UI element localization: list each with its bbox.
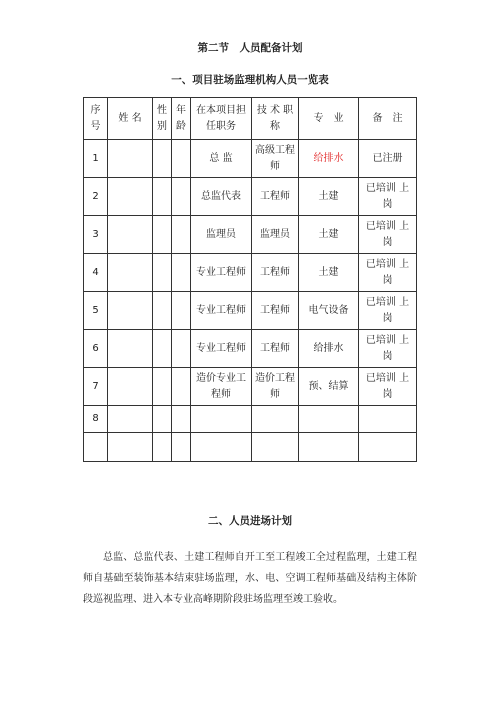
table-row: [84, 178, 417, 216]
cell-position: 造价专业工程师: [191, 368, 252, 406]
cell-name: [108, 368, 153, 406]
cell-age: [172, 433, 191, 462]
cell-remark: 已培训 上岗: [359, 330, 417, 368]
cell-no: 7: [84, 368, 108, 406]
cell-no: 8: [84, 406, 108, 433]
cell-name: [108, 140, 153, 178]
cell-name: [108, 330, 153, 368]
table-row: [84, 254, 417, 292]
cell-title: 工程师: [252, 330, 299, 368]
cell-major: 电气设备: [299, 292, 359, 330]
cell-no: [84, 433, 108, 462]
header-gender: 性别: [153, 98, 172, 140]
cell-gender: [153, 406, 172, 433]
cell-gender: [153, 292, 172, 330]
cell-major: 预、结算: [299, 368, 359, 406]
header-remark: 备 注: [359, 98, 417, 140]
cell-position: 专业工程师: [191, 330, 252, 368]
cell-name: [108, 406, 153, 433]
cell-age: [172, 330, 191, 368]
cell-title: [252, 406, 299, 433]
staff-table: [83, 97, 417, 462]
cell-position: [191, 406, 252, 433]
cell-remark: 已培训 上岗: [359, 254, 417, 292]
cell-title: 工程师: [252, 292, 299, 330]
cell-age: [172, 292, 191, 330]
cell-remark: 已培训 上岗: [359, 368, 417, 406]
cell-no: 6: [84, 330, 108, 368]
table-row: [84, 216, 417, 254]
cell-no: 1: [84, 140, 108, 178]
plan-title: 二、人员进场计划: [208, 515, 292, 527]
section-title: 第二节 人员配备计划: [197, 42, 303, 54]
header-name: 姓 名: [108, 98, 153, 140]
cell-title: 高级工程师: [252, 140, 299, 178]
cell-remark: [359, 433, 417, 462]
table-row: [84, 368, 417, 406]
cell-gender: [153, 178, 172, 216]
header-no: 序号: [84, 98, 108, 140]
cell-major: 土建: [299, 178, 359, 216]
cell-name: [108, 254, 153, 292]
cell-name: [108, 292, 153, 330]
cell-major: 给排水: [299, 140, 359, 178]
table-row: [84, 140, 417, 178]
cell-no: 5: [84, 292, 108, 330]
header-age: 年龄: [172, 98, 191, 140]
cell-gender: [153, 140, 172, 178]
cell-age: [172, 178, 191, 216]
header-position: 在本项目担任职务: [191, 98, 252, 140]
cell-remark: 已培训 上岗: [359, 178, 417, 216]
cell-age: [172, 254, 191, 292]
cell-gender: [153, 216, 172, 254]
cell-age: [172, 406, 191, 433]
table-row: [84, 433, 417, 462]
cell-age: [172, 140, 191, 178]
cell-remark: [359, 406, 417, 433]
cell-no: 2: [84, 178, 108, 216]
cell-age: [172, 216, 191, 254]
cell-major: [299, 433, 359, 462]
cell-no: 4: [84, 254, 108, 292]
cell-position: 监理员: [191, 216, 252, 254]
cell-gender: [153, 330, 172, 368]
cell-title: 工程师: [252, 178, 299, 216]
cell-name: [108, 178, 153, 216]
cell-position: [191, 433, 252, 462]
cell-title: 造价工程师: [252, 368, 299, 406]
table-row: [84, 292, 417, 330]
cell-gender: [153, 368, 172, 406]
cell-remark: 已注册: [359, 140, 417, 178]
cell-major: [299, 406, 359, 433]
cell-position: 总 监: [191, 140, 252, 178]
cell-major: 给排水: [299, 330, 359, 368]
table-title: 一、项目驻场监理机构人员一览表: [171, 74, 329, 86]
table-row: [84, 406, 417, 433]
cell-major: 土建: [299, 216, 359, 254]
table-header-row: [84, 98, 417, 140]
cell-age: [172, 368, 191, 406]
cell-remark: 已培训 上岗: [359, 216, 417, 254]
cell-position: 专业工程师: [191, 254, 252, 292]
cell-major: 土建: [299, 254, 359, 292]
header-title: 技 术 职 称: [252, 98, 299, 140]
cell-name: [108, 433, 153, 462]
cell-title: 监理员: [252, 216, 299, 254]
cell-remark: 已培训 上岗: [359, 292, 417, 330]
table-row: [84, 330, 417, 368]
cell-title: [252, 433, 299, 462]
plan-paragraph: 总监、总监代表、土建工程师自开工至工程竣工全过程监理，土建工程师自基础至装饰基本结束驻场监理，水、电、空调工程师基础及结构主体阶段巡视监理、进入本专业高峰期阶段驻场监理至竣工验收。: [83, 552, 417, 605]
cell-no: 3: [84, 216, 108, 254]
cell-position: 专业工程师: [191, 292, 252, 330]
cell-gender: [153, 254, 172, 292]
cell-title: 工程师: [252, 254, 299, 292]
cell-gender: [153, 433, 172, 462]
header-major: 专 业: [299, 98, 359, 140]
cell-position: 总监代表: [191, 178, 252, 216]
cell-name: [108, 216, 153, 254]
